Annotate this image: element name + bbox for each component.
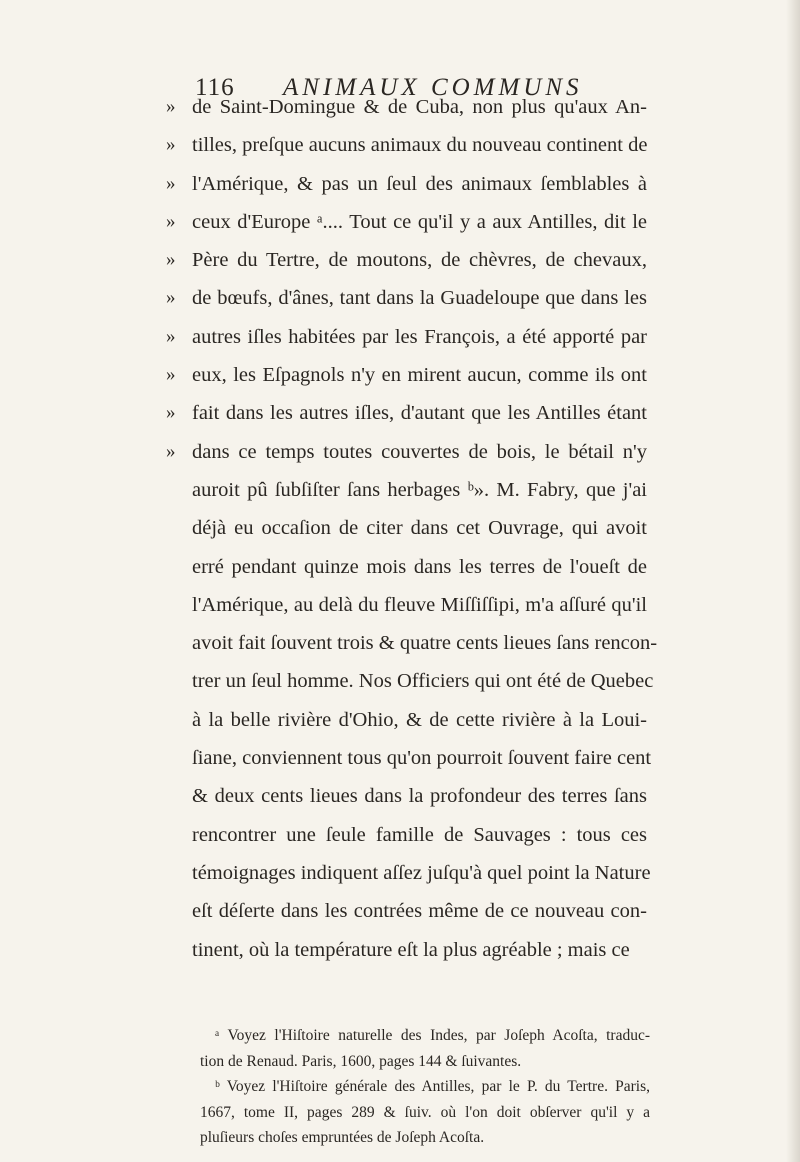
quote-mark: » <box>166 402 176 424</box>
text-line <box>192 624 658 662</box>
text-line <box>192 739 652 777</box>
text-line-content: tilles, preſque aucuns animaux du nouveau continent de <box>192 134 648 157</box>
text-line-content: l'Amérique, au delà du fleuve Miſſiſſipi, m'a aſſuré qu'il <box>192 593 647 616</box>
body-text <box>166 88 658 969</box>
footnote-line: ᵃ Voyez l'Hiſtoire naturelle des Indes, par Joſeph Acoſta, traduc- <box>215 1027 650 1044</box>
footnote-line: tion de Renaud. Paris, 1600, pages 144 & ſuivantes. <box>200 1052 522 1070</box>
text-line <box>192 548 647 586</box>
text-line-content: auroit pû ſubſiſter ſans herbages ᵇ». M. Fabry, que j'ai <box>192 478 647 501</box>
text-line-content: dans ce temps toutes couvertes de bois, le bétail n'y <box>192 440 647 463</box>
quote-mark: » <box>166 134 176 156</box>
text-line <box>192 854 651 892</box>
text-line-content: de Saint-Domingue & de Cuba, non plus qu'aux An- <box>192 96 647 118</box>
text-line <box>166 394 647 432</box>
text-line-content: erré pendant quinze mois dans les terres de l'oueſt de <box>192 555 647 578</box>
quote-mark: » <box>166 287 176 309</box>
text-line <box>166 433 647 471</box>
text-line-content: trer un ſeul homme. Nos Officiers qui ont été de Quebec <box>192 670 654 693</box>
footnotes <box>200 1023 650 1151</box>
text-line <box>192 777 647 815</box>
text-line-content: autres iſles habitées par les François, a été apporté par <box>192 325 647 348</box>
text-line <box>192 892 647 930</box>
quote-mark: » <box>166 210 176 232</box>
text-line <box>166 203 647 241</box>
text-line-content: & deux cents lieues dans la profondeur des terres ſans <box>192 785 647 808</box>
text-line-content: tinent, où la température eſt la plus agréable ; mais ce <box>192 938 630 961</box>
text-line <box>192 662 654 700</box>
text-line-content: ſiane, conviennent tous qu'on pourroit ſouvent faire cent <box>192 747 652 770</box>
text-line <box>166 318 647 356</box>
text-line <box>166 88 647 126</box>
text-line-content: de bœufs, d'ânes, tant dans la Guadeloupe que dans les <box>192 287 647 310</box>
text-line <box>192 816 647 854</box>
page-number: 116 <box>195 74 235 101</box>
footnote-line: ᵇ Voyez l'Hiſtoire générale des Antilles, par le P. du Tertre. Paris, <box>215 1078 650 1096</box>
text-line-content: témoignages indiquent aſſez juſqu'à quel point la Nature <box>192 861 651 884</box>
text-line-content: rencontrer une ſeule famille de Sauvages : tous ces <box>192 823 647 846</box>
text-line-content: avoit fait ſouvent trois & quatre cents lieues ſans rencon- <box>192 632 658 655</box>
quote-mark: » <box>166 364 176 386</box>
text-line <box>192 471 647 509</box>
text-line-content: à la belle rivière d'Ohio, & de cette rivière à la Loui- <box>192 708 647 731</box>
page-edge-shadow <box>786 0 800 1162</box>
footnote-line: pluſieurs choſes empruntées de Joſeph Acoſta. <box>200 1129 485 1147</box>
quote-mark: » <box>166 172 176 194</box>
footnote-line: 1667, tome II, pages 289 & ſuiv. où l'on doit obſerver qu'il y a <box>200 1103 650 1121</box>
text-line <box>166 165 647 203</box>
text-line-content: Père du Tertre, de moutons, de chèvres, de chevaux, <box>192 249 647 272</box>
text-line-content: fait dans les autres iſles, d'autant que les Antilles étant <box>192 402 647 425</box>
text-line <box>192 931 647 969</box>
text-line <box>166 241 647 279</box>
text-line-content: eux, les Eſpagnols n'y en mirent aucun, comme ils ont <box>192 364 647 387</box>
text-line-content: eſt déſerte dans les contrées même de ce nouveau con- <box>192 900 647 923</box>
quote-mark: » <box>166 96 176 117</box>
text-line-content: ceux d'Europe ᵃ.... Tout ce qu'il y a aux Antilles, dit le <box>192 210 647 233</box>
text-line <box>192 701 647 739</box>
quote-mark: » <box>166 325 176 347</box>
quote-mark: » <box>166 249 176 271</box>
text-line <box>192 586 647 624</box>
quote-mark: » <box>166 440 176 462</box>
running-title: ANIMAUX COMMUNS <box>283 74 583 101</box>
text-line <box>166 356 647 394</box>
text-line <box>166 126 648 164</box>
text-line <box>166 279 647 317</box>
text-line-content: déjà eu occaſion de citer dans cet Ouvrage, qui avoit <box>192 517 647 540</box>
text-line <box>192 509 647 547</box>
text-line-content: l'Amérique, & pas un ſeul des animaux ſemblables à <box>192 172 647 195</box>
